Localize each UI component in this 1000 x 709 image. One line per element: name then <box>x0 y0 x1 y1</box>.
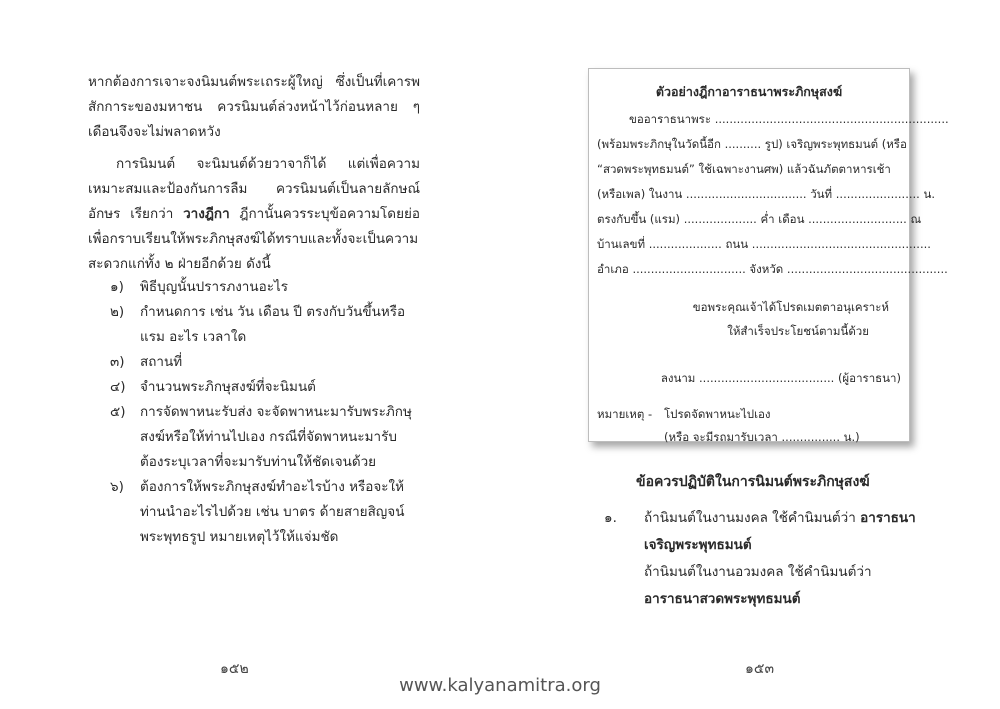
form-line: ขออาราธนาพระ ................................................................ <box>629 112 949 126</box>
invitation-text-a: การนิมนต์ จะนิมนต์ด้วยวาจาก็ได้ แต่เพื่อความเหมาะสมและป้องกันการลืม ควรนิมนต์เป็นลายลักษณ์อักษร เรียกว่า <box>88 156 420 222</box>
form-closing-2: ให้สำเร็จประโยชน์ตามนี้ด้วย <box>727 324 869 338</box>
invitation-paragraph <box>88 152 420 277</box>
intro-text: หากต้องการเจาะจงนิมนต์พระเถระผู้ใหญ่ ซึ่งเป็นที่เคารพสักการะของมหาชน ควรนิมนต์ล่วงหน้าไว้ก่อนหลาย ๆ เดือนจึงจะไม่พลาดหวัง <box>88 74 420 140</box>
intro-paragraph <box>88 70 420 145</box>
list-item: ๕) การจัดพาหนะรับส่ง จะจัดพาหนะมารับพระภิกษุสงฆ์หรือให้ท่านไปเอง กรณีที่จัดพาหนะมารับ ต้องระบุเวลาที่จะมารับท่านให้ชัดเจนด้วย <box>110 404 412 470</box>
left-page-number: ๑๕๒ <box>220 661 249 677</box>
list-item: ๖) ต้องการให้พระภิกษุสงฆ์ทำอะไรบ้าง หรือจะให้ท่านนำอะไรไปด้วย เช่น บาตร ด้ายสายสิญจน์ พระพุทธรูป หมายเหตุไว้ให้แจ่มชัด <box>110 479 405 545</box>
list-item: ๒) กำหนดการ เช่น วัน เดือน ปี ตรงกับวันขึ้นหรือแรม อะไร เวลาใด <box>110 304 406 345</box>
form-note-label: หมายเหตุ - <box>597 407 653 421</box>
invitation-term: วางฎีกา <box>183 206 230 222</box>
section-title: ข้อควรปฏิบัติในการนิมนต์พระภิกษุสงฆ์ <box>636 474 870 490</box>
form-line: “สวดพระพุทธมนต์” ใช้เฉพาะงานศพ) แล้วฉันภัตตาหารเช้า <box>597 162 891 176</box>
form-line: บ้านเลขที่ .................... ถนน ................................................. <box>597 237 931 251</box>
form-line: อำเภอ ............................... จังหวัด ............................................ <box>597 262 948 276</box>
form-signature: ลงนาม ..................................... (ผู้อาราธนา) <box>660 371 901 385</box>
right-page-number: ๑๕๓ <box>745 661 775 677</box>
form-title: ตัวอย่างฎีกาอาราธนาพระภิกษุสงฆ์ <box>655 84 843 99</box>
rule-item: ๑. ถ้านิมนต์ในงานมงคล ใช้คำนิมนต์ว่า อาราธนาเจริญพระพุทธมนต์ ถ้านิมนต์ในงานอวมงคล ใช้คำนิมนต์ว่า อาราธนาสวดพระพุทธมนต์ <box>604 510 916 607</box>
form-line: (หรือเพล) ในงาน ................................. วันที่ ....................... น. <box>597 187 936 201</box>
list-item: ๔) จำนวนพระภิกษุสงฆ์ที่จะนิมนต์ <box>110 379 316 395</box>
list-item: ๓) สถานที่ <box>110 354 183 370</box>
invitation-form-sample <box>588 68 949 444</box>
rules-list <box>604 505 924 613</box>
website-footer: www.kalyanamitra.org <box>399 675 601 696</box>
list-item: ๑) พิธีบุญนั้นปรารภงานอะไร <box>110 279 289 295</box>
requirements-list <box>110 275 420 550</box>
form-note-2: (หรือ จะมีรถมารับเวลา ................ น.) <box>664 430 860 444</box>
form-note-1: โปรดจัดพาหนะไปเอง <box>664 407 771 421</box>
form-line: (พร้อมพระภิกษุในวัดนี้อีก .......... รูป) เจริญพระพุทธมนต์ (หรือ <box>597 137 907 151</box>
form-line: ตรงกับขึ้น (แรม) .................... ค่ำ เดือน ........................... ณ <box>597 212 922 226</box>
form-closing-1: ขอพระคุณเจ้าได้โปรดเมตตาอนุเคราะห์ <box>692 300 889 314</box>
invitation-text-b: ฎีกานั้นควรระบุข้อความโดยย่อ เพื่อกราบเรียนให้พระภิกษุสงฆ์ได้ทราบและทั้งจะเป็นความสะดวกแก่ทั้ง ๒ ฝ่ายอีกด้วย ดังนี้ <box>88 206 421 272</box>
